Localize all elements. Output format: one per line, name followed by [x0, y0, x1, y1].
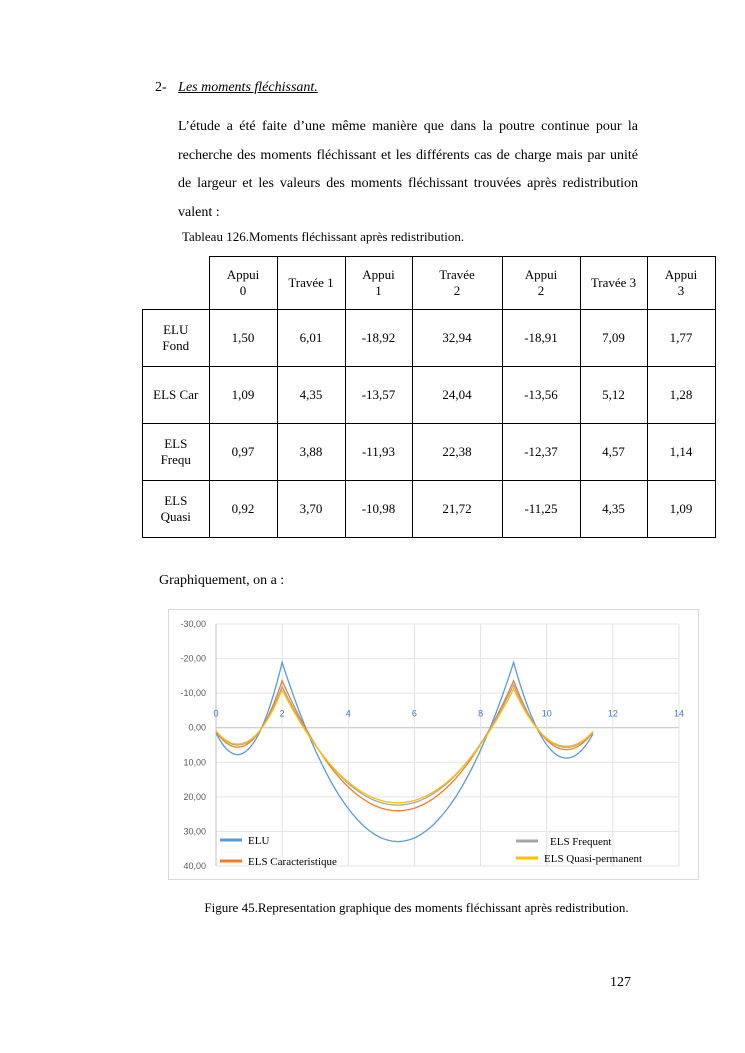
- moment-chart: [168, 609, 699, 880]
- figure-caption: Figure 45.Representation graphique des moments fléchissant après redistribution.: [204, 900, 629, 915]
- table-cell: -18,92: [345, 310, 412, 367]
- table-cell: 3,88: [277, 424, 345, 481]
- cell-text: 2: [537, 283, 545, 298]
- section-title: Les moments fléchissant.: [178, 80, 318, 95]
- cell-text: Appui: [226, 267, 260, 282]
- cell-text: ELU: [163, 322, 189, 337]
- series-line-els-caracteristique: [216, 681, 593, 811]
- cell-text: Appui: [362, 267, 395, 282]
- row-label: [143, 310, 210, 367]
- x-tick-label: 6: [411, 708, 417, 719]
- column-header: [345, 257, 412, 310]
- table-cell: 7,09: [580, 310, 647, 367]
- row-label: [143, 424, 210, 481]
- table-cell: 0,92: [209, 481, 277, 538]
- row-label: [143, 481, 210, 538]
- table-cell: 3,70: [277, 481, 345, 538]
- column-header: [412, 257, 502, 310]
- cell-text: Quasi: [160, 509, 191, 524]
- table-cell: -10,98: [345, 481, 412, 538]
- table-cell: 1,14: [647, 424, 715, 481]
- series-line-els-frequent: [216, 685, 593, 805]
- table-cell: -18,91: [502, 310, 580, 367]
- cell-text: Travée 1: [288, 275, 334, 290]
- table-cell: 4,57: [580, 424, 647, 481]
- table-row: [143, 481, 716, 538]
- x-tick-label: 0: [213, 708, 219, 719]
- x-tick-label: 8: [478, 708, 484, 719]
- table-cell: -13,56: [502, 367, 580, 424]
- y-tick-label: 20,00: [183, 791, 206, 802]
- y-tick-label: -10,00: [180, 688, 206, 699]
- legend-label: ELS Caracteristique: [248, 856, 337, 868]
- cell-text: 0: [239, 283, 247, 298]
- cell-text: Travée 3: [590, 275, 637, 290]
- intro-paragraph: L’étude a été faite d’une même manière que dans la poutre continue pour la recherche des moments fléchissant et les différents cas de charge mais par unité de largeur et les valeurs des moments fléchissant trouvées après redistribution valent :: [178, 119, 638, 220]
- page-number: 127: [610, 975, 631, 990]
- graph-label: Graphiquement, on a :: [159, 573, 285, 588]
- table-cell: 5,12: [580, 367, 647, 424]
- cell-text: ELS: [164, 436, 188, 451]
- x-tick-label: 4: [345, 708, 351, 719]
- table-header-row: [143, 257, 716, 310]
- table-cell: 22,38: [412, 424, 502, 481]
- table-corner: [143, 257, 210, 310]
- table-cell: 1,09: [209, 367, 277, 424]
- table-cell: -13,57: [345, 367, 412, 424]
- table-cell: 1,28: [647, 367, 715, 424]
- y-tick-label: 30,00: [183, 826, 206, 837]
- x-tick-label: 12: [607, 708, 618, 719]
- x-tick-label: 2: [279, 708, 285, 719]
- table-cell: 4,35: [580, 481, 647, 538]
- table-cell: 0,97: [209, 424, 277, 481]
- x-tick-label: 10: [541, 708, 552, 719]
- cell-text: 3: [677, 283, 685, 298]
- column-header: [647, 257, 715, 310]
- legend-label: ELS Frequent: [550, 836, 612, 848]
- table-row: [143, 367, 716, 424]
- cell-text: Travée: [439, 267, 475, 282]
- table-cell: 1,09: [647, 481, 715, 538]
- cell-text: 2: [453, 283, 461, 298]
- table-cell: 6,01: [277, 310, 345, 367]
- legend-label: ELU: [248, 835, 270, 847]
- y-tick-label: 10,00: [183, 757, 206, 768]
- y-tick-label: -30,00: [180, 619, 206, 629]
- table-row: [143, 310, 716, 367]
- y-tick-label: 40,00: [183, 861, 206, 871]
- column-header: [580, 257, 647, 310]
- table-cell: -11,25: [502, 481, 580, 538]
- column-header: [502, 257, 580, 310]
- column-header: [209, 257, 277, 310]
- y-tick-label: 0,00: [188, 722, 206, 733]
- table-cell: 21,72: [412, 481, 502, 538]
- table-cell: 24,04: [412, 367, 502, 424]
- row-label: [143, 367, 210, 424]
- table-cell: 4,35: [277, 367, 345, 424]
- cell-text: Fond: [162, 338, 190, 353]
- cell-text: Frequ: [160, 452, 191, 467]
- cell-text: 1: [375, 283, 382, 298]
- table-cell: 1,77: [647, 310, 715, 367]
- cell-text: Appui: [524, 267, 558, 282]
- table-cell: 32,94: [412, 310, 502, 367]
- x-tick-label: 14: [673, 708, 685, 719]
- legend-label: ELS Quasi-permanent: [544, 853, 643, 865]
- table-caption: Tableau 126.Moments fléchissant après redistribution.: [182, 229, 465, 244]
- cell-text: Appui: [664, 267, 698, 282]
- table-cell: 1,50: [209, 310, 277, 367]
- y-tick-label: -20,00: [180, 653, 206, 664]
- moments-table: [142, 256, 716, 538]
- cell-text: ELS Car: [153, 387, 199, 402]
- series-line-elu: [216, 662, 593, 841]
- cell-text: ELS: [164, 493, 188, 508]
- table-row: [143, 424, 716, 481]
- section-number: 2-: [155, 80, 167, 95]
- section-heading: [155, 80, 318, 96]
- table-cell: -12,37: [502, 424, 580, 481]
- column-header: [277, 257, 345, 310]
- table-cell: -11,93: [345, 424, 412, 481]
